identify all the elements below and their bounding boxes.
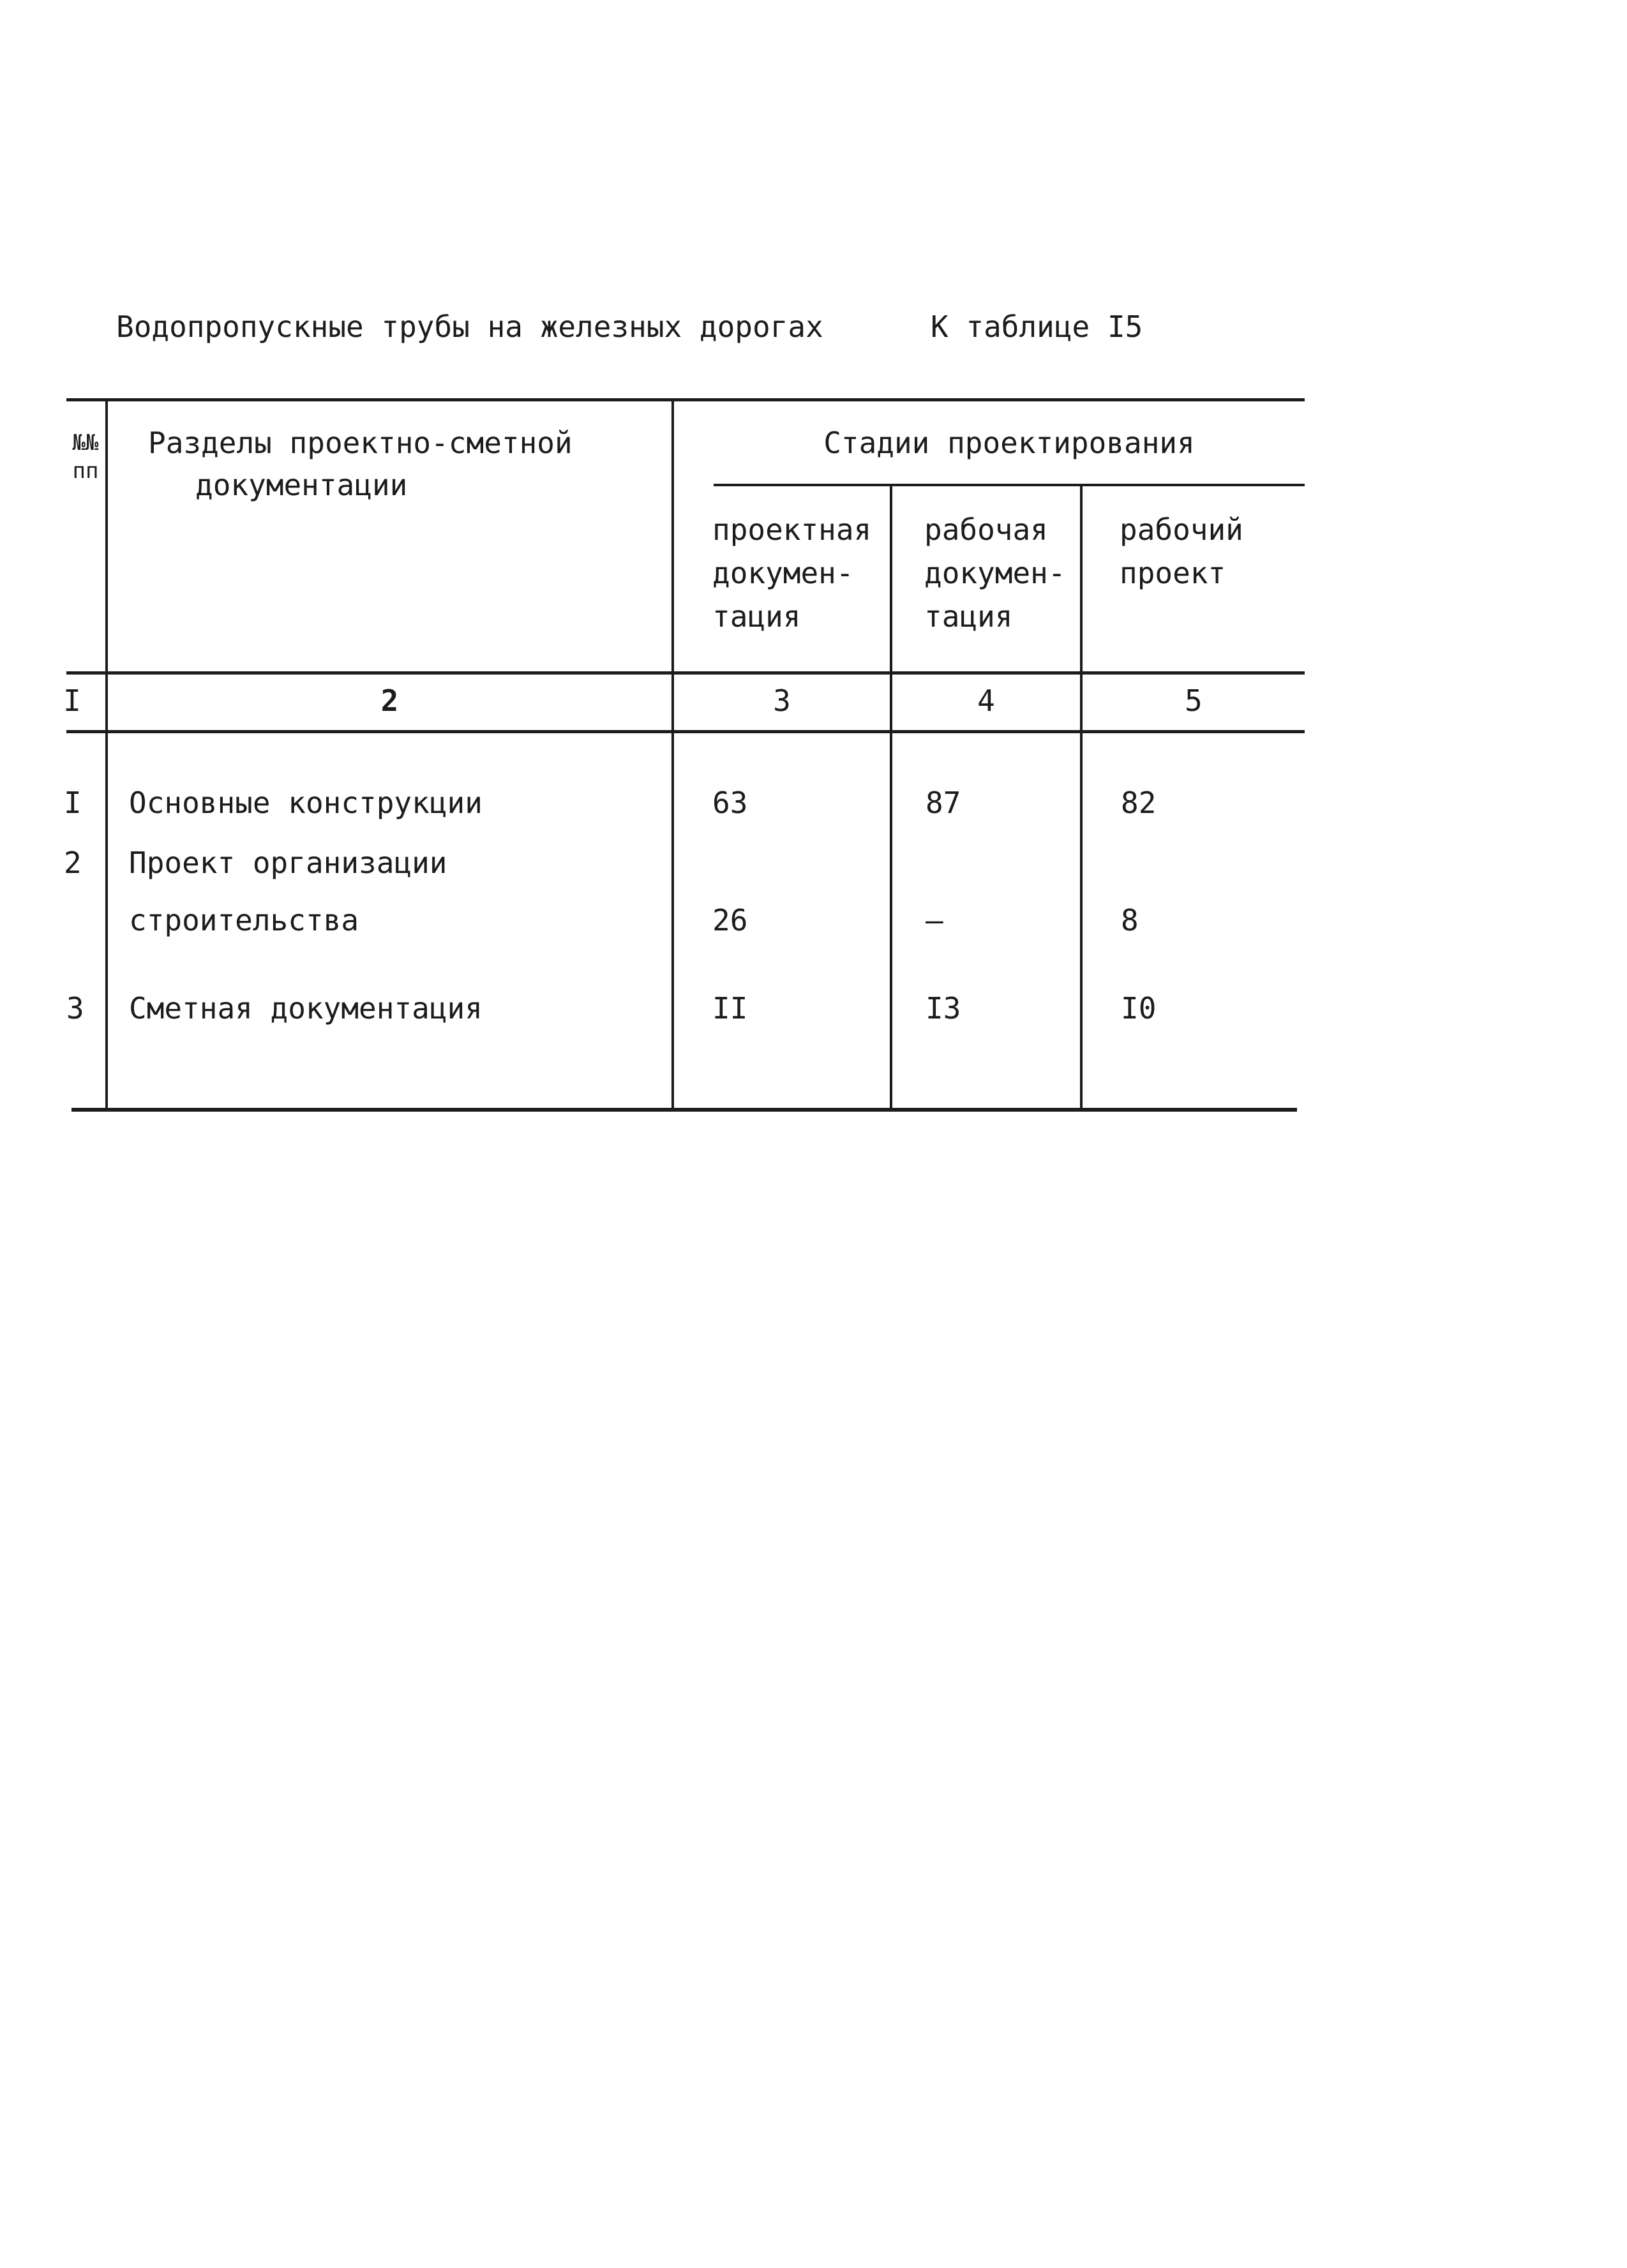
row-value-stage-3: 8 <box>1121 903 1139 937</box>
stage-header-working-docs <box>924 508 1066 638</box>
col-divider-sections <box>671 398 674 1109</box>
row-value-stage-1: 26 <box>712 903 748 937</box>
stage-header-line: рабочая <box>924 512 1048 547</box>
row-value-stage-2: 87 <box>926 786 961 820</box>
column-number: 3 <box>773 683 791 718</box>
stage-header-line: тация <box>712 599 801 634</box>
row-section-continued: строительства <box>129 903 359 937</box>
col-divider-stage-2 <box>1080 486 1083 1109</box>
stage-header-project-docs <box>712 508 871 638</box>
row-value-stage-3: 82 <box>1121 786 1157 820</box>
col-no-header-line2: пп <box>72 458 99 484</box>
row-value-stage-1: 63 <box>712 786 748 820</box>
table-bottom-rule <box>71 1108 1297 1112</box>
column-numbers-bottom-rule <box>66 730 1305 733</box>
col-sections-header-line2: документации <box>195 468 408 502</box>
stage-header-line: тация <box>924 599 1013 634</box>
row-section: Сметная документация <box>129 991 483 1026</box>
row-number: 2 <box>64 846 82 880</box>
column-number: 4 <box>977 683 995 718</box>
stages-subheader-rule <box>714 484 1305 486</box>
row-section: Основные конструкции <box>129 786 483 820</box>
column-number: 2 <box>380 683 399 718</box>
document-title: Водопропускные трубы на железных дорогах <box>116 310 823 344</box>
row-value-stage-1: II <box>712 991 748 1026</box>
col-divider-no <box>105 398 108 1109</box>
stage-header-line: докумен- <box>924 556 1066 590</box>
row-section: Проект организации <box>129 846 447 880</box>
row-value-stage-2: – <box>926 903 943 937</box>
col-no-header-line1: №№ <box>72 430 99 456</box>
col-divider-stage-1 <box>890 486 892 1109</box>
stage-header-line: докумен- <box>712 556 854 590</box>
stage-header-line: проектная <box>712 512 872 547</box>
stage-header-line: проект <box>1120 556 1226 590</box>
col-sections-header-line1: Разделы проектно-сметной <box>148 426 573 460</box>
column-number: 5 <box>1185 683 1203 718</box>
stage-header-line: рабочий <box>1120 512 1243 547</box>
header-bottom-rule <box>66 671 1305 675</box>
stages-header: Стадии проектирования <box>823 426 1195 460</box>
row-value-stage-3: I0 <box>1121 991 1157 1026</box>
col-no-header <box>66 429 105 485</box>
table-reference: К таблице I5 <box>931 310 1143 344</box>
table-top-rule <box>66 398 1305 401</box>
row-number: 3 <box>66 991 84 1026</box>
row-value-stage-2: I3 <box>926 991 961 1026</box>
row-number: I <box>64 786 82 820</box>
stage-header-working-project <box>1120 508 1243 595</box>
column-number: I <box>63 683 81 718</box>
